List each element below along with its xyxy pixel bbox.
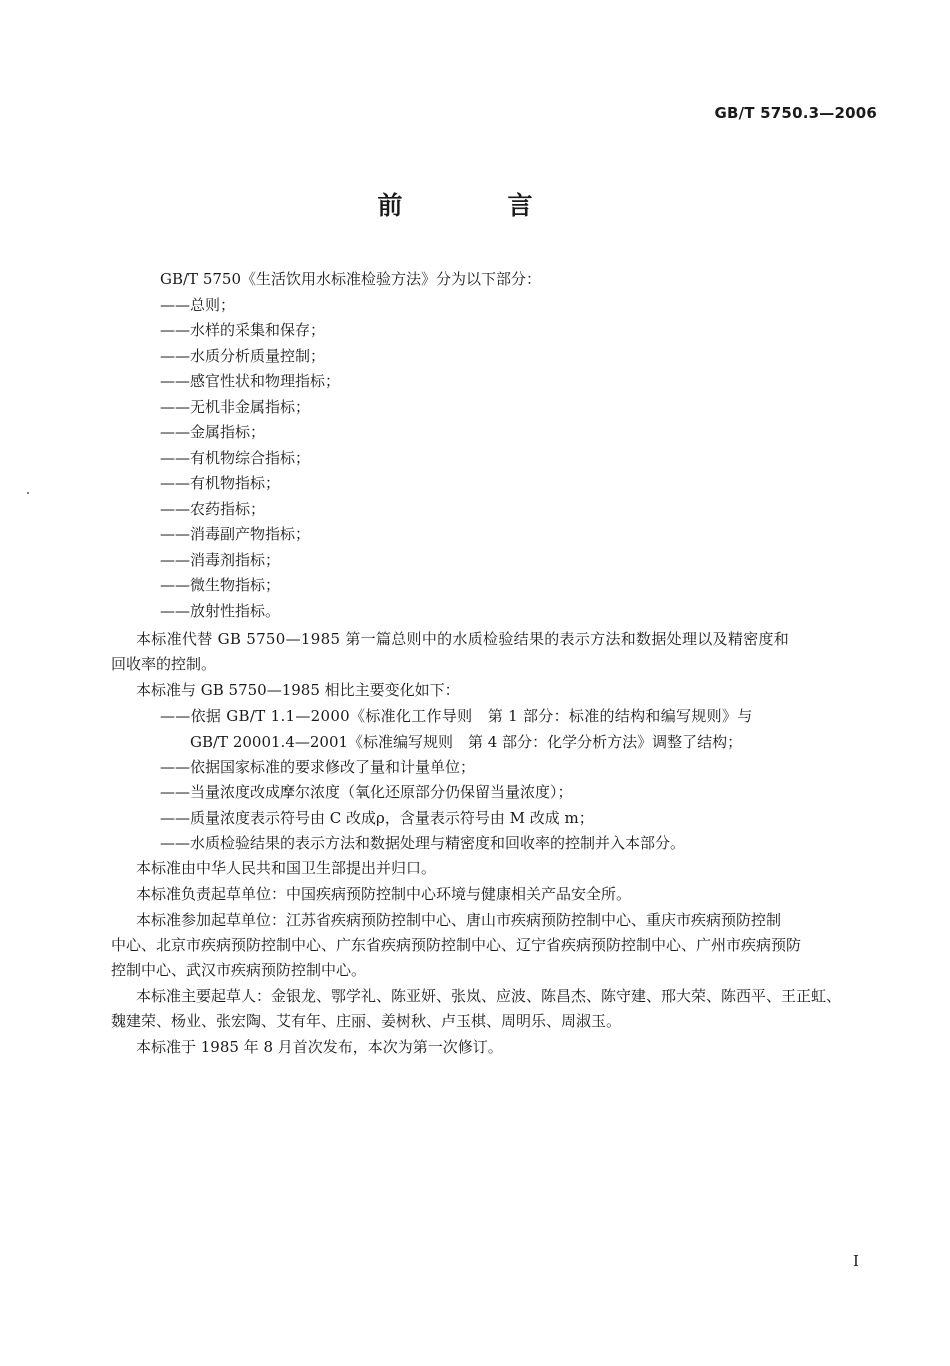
page-number: I [853,1252,859,1270]
list-item: ——有机物综合指标； [160,449,311,467]
intro-paragraph: GB/T 5750《生活饮用水标准检验方法》分为以下部分： [160,270,542,288]
participants-line3: 控制中心、武汉市疾病预防控制中心。 [111,961,367,979]
list-item: ——有机物指标； [160,474,281,492]
replace-paragraph-line2: 回收率的控制。 [111,655,217,673]
responsible-paragraph: 本标准负责起草单位：中国疾病预防控制中心环境与健康相关产品安全所。 [136,885,632,903]
participants-line1: 本标准参加起草单位：江苏省疾病预防控制中心、唐山市疾病预防控制中心、重庆市疾病预防控制 [136,911,782,929]
page-title: 前 言 [377,191,573,220]
proposer-paragraph: 本标准由中华人民共和国卫生部提出并归口。 [136,859,437,877]
change-item-5: ——水质检验结果的表示方法和数据处理与精密度和回收率的控制并入本部分。 [160,834,686,852]
list-item: ——感官性状和物理指标； [160,372,341,390]
drafters-line2: 魏建荣、杨业、张宏陶、艾有年、庄丽、姜树秋、卢玉棋、周明乐、周淑玉。 [111,1012,622,1030]
change-item-3: ——当量浓度改成摩尔浓度（氧化还原部分仍保留当量浓度）； [160,783,573,801]
list-item: ——总则； [160,296,236,314]
standard-code: GB/T 5750.3—2006 [714,104,877,122]
drafters-line1: 本标准主要起草人：金银龙、鄂学礼、陈亚妍、张岚、应波、陈昌杰、陈守建、邢大荣、陈西平、王正虹、 [136,987,842,1005]
change-item-1-line2: GB/T 20001.4—2001《标准编写规则 第 4 部分：化学分析方法》调整了结构； [190,733,743,751]
participants-line2: 中心、北京市疾病预防控制中心、广东省疾病预防控制中心、辽宁省疾病预防控制中心、广州市疾病预防 [111,936,802,954]
list-item: ——消毒剂指标； [160,551,281,569]
scan-speck [27,492,29,494]
list-item: ——农药指标； [160,500,266,518]
change-item-1-line1: ——依据 GB/T 1.1—2000《标准化工作导则 第 1 部分：标准的结构和编写规则》与 [160,707,753,725]
list-item: ——消毒副产物指标； [160,525,311,543]
replace-paragraph-line1: 本标准代替 GB 5750—1985 第一篇总则中的水质检验结果的表示方法和数据处理以及精密度和 [136,630,790,648]
list-item: ——水质分析质量控制； [160,347,326,365]
change-item-2: ——依据国家标准的要求修改了量和计量单位； [160,758,476,776]
changes-intro: 本标准与 GB 5750—1985 相比主要变化如下： [136,681,460,699]
list-item: ——微生物指标； [160,576,281,594]
change-item-4: ——质量浓度表示符号由 C 改成ρ，含量表示符号由 M 改成 m； [160,809,594,827]
history-paragraph: 本标准于 1985 年 8 月首次发布，本次为第一次修订。 [136,1038,503,1056]
list-item: ——金属指标； [160,423,266,441]
list-item: ——放射性指标。 [160,602,281,620]
list-item: ——水样的采集和保存； [160,321,326,339]
list-item: ——无机非金属指标； [160,398,311,416]
